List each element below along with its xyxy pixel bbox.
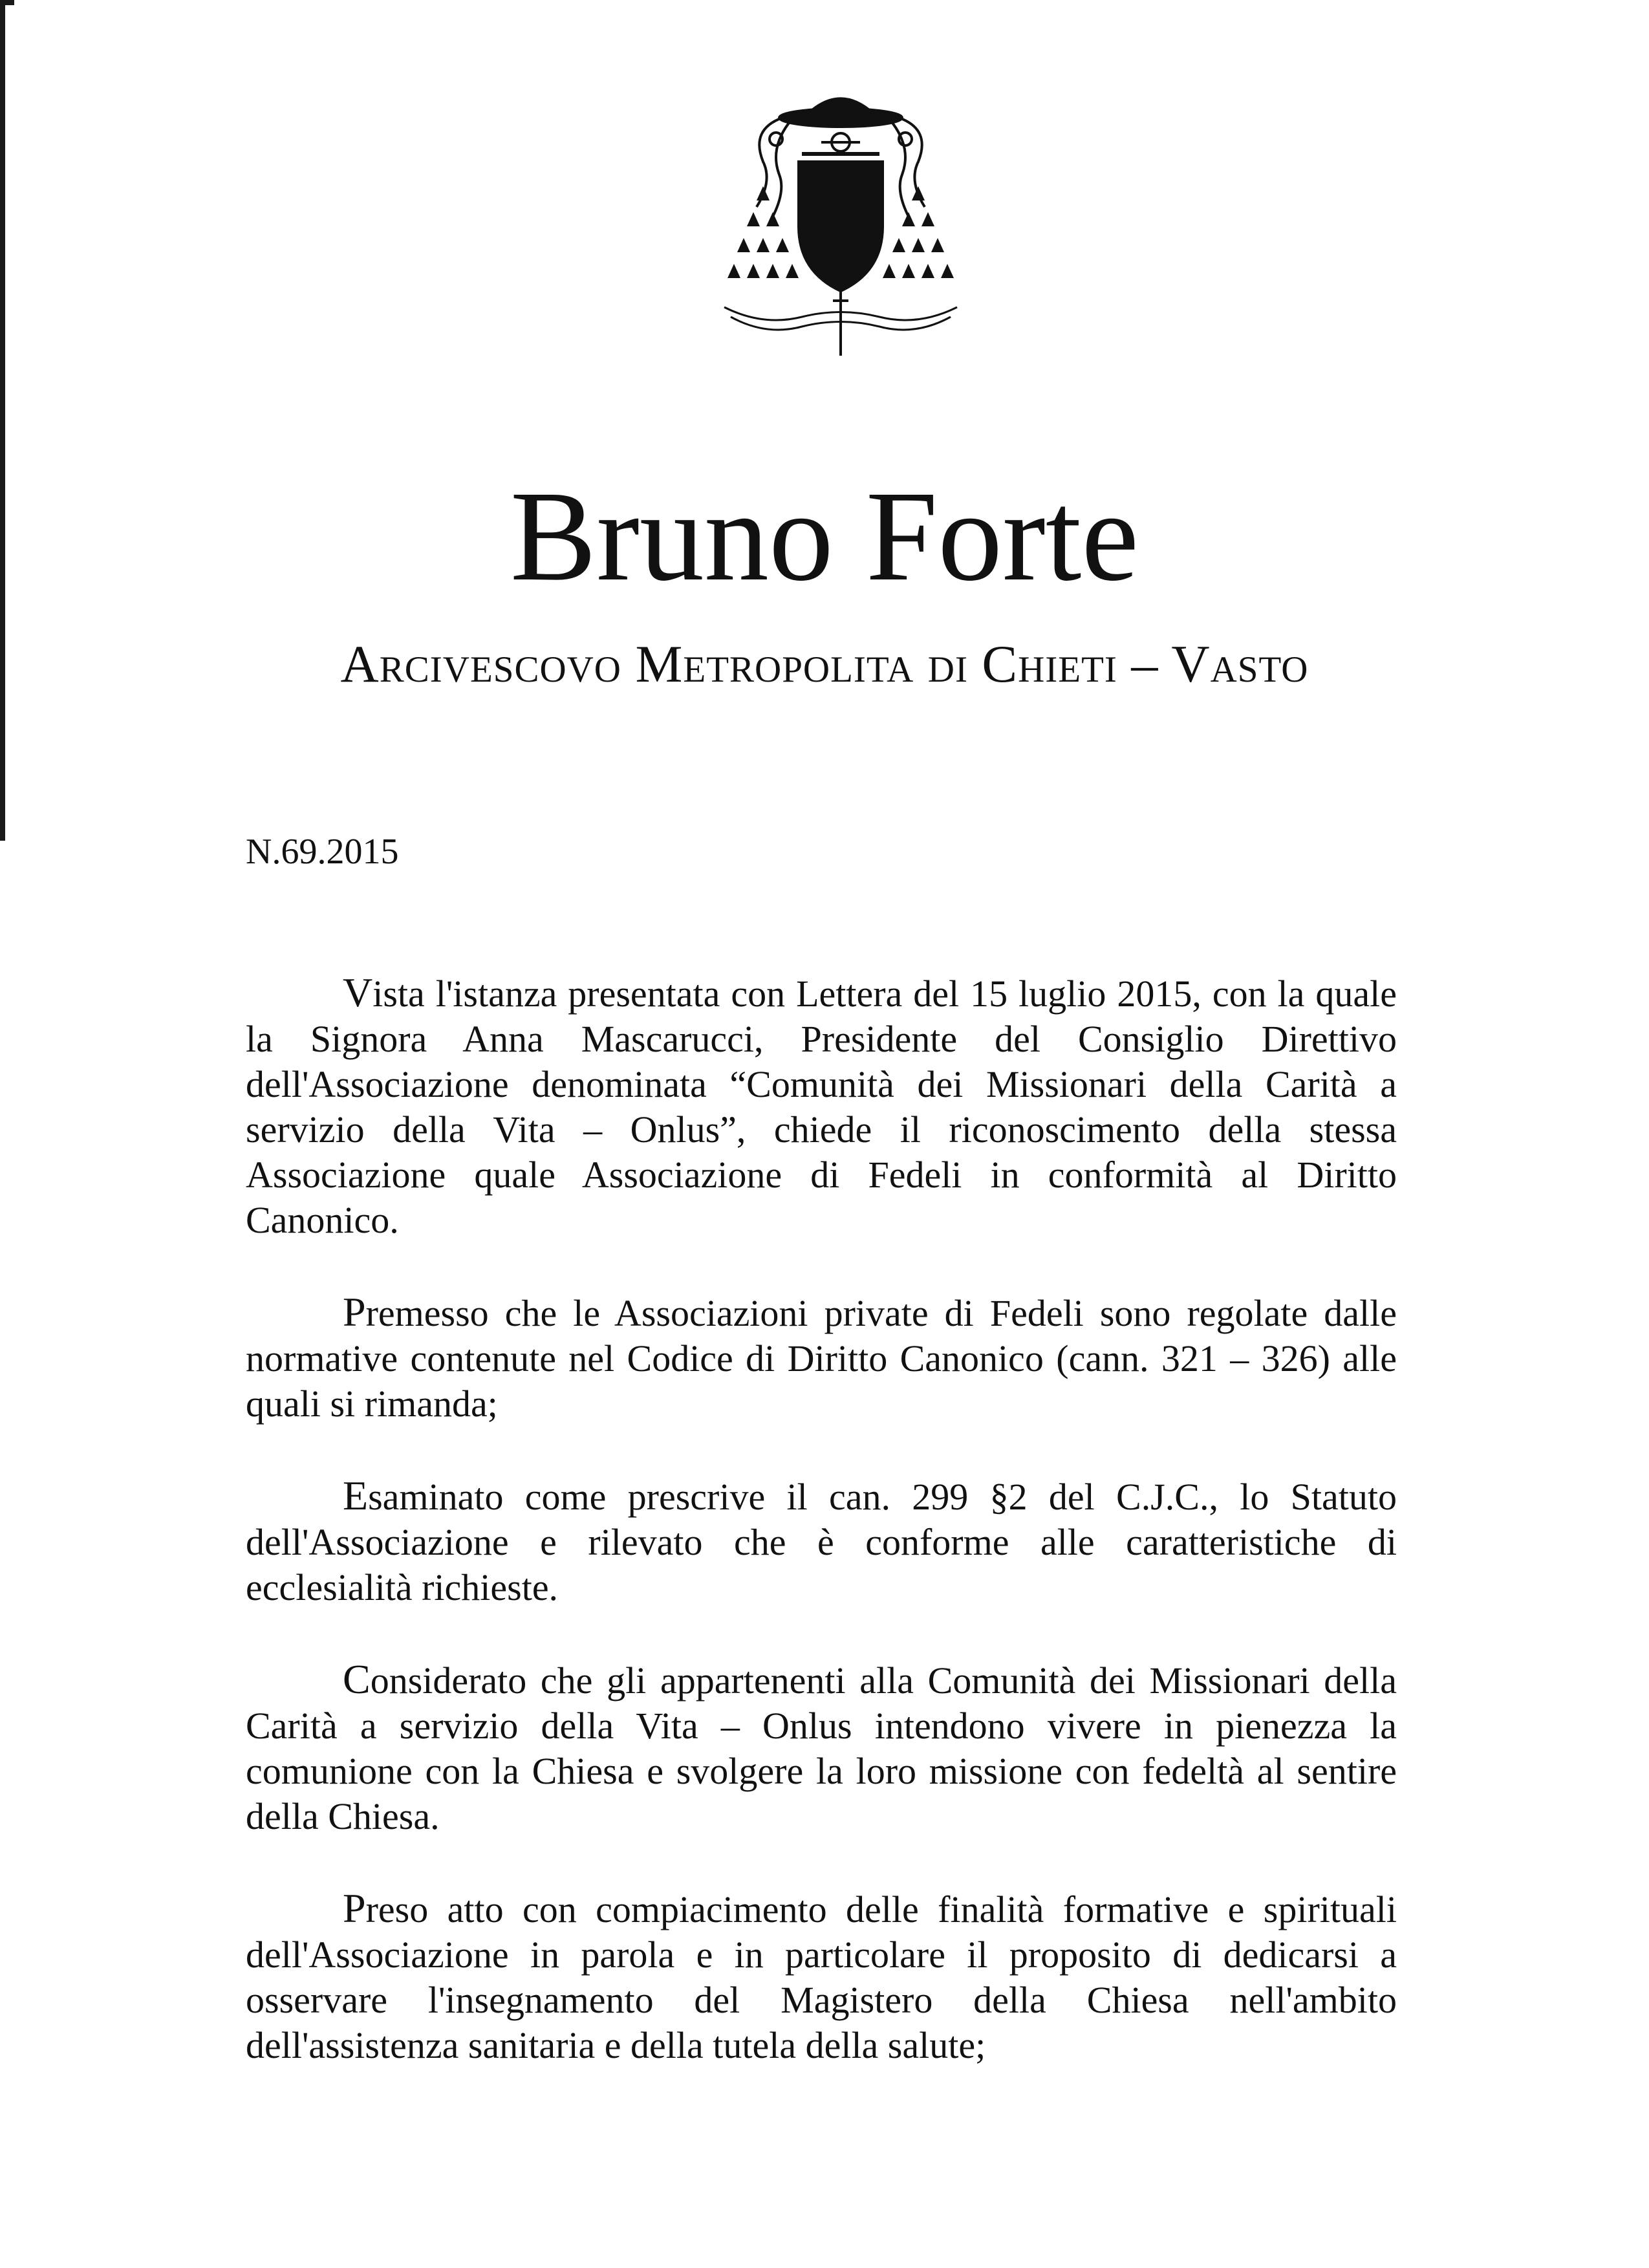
paragraph-preso-atto — [246, 1886, 1397, 2068]
paragraph-text: ista l'istanza presentata con Lettera del 15 luglio 2015, con la quale la Signora Anna Mascarucci, Presidente del Consiglio Direttivo dell'Associazione denominata “Comunità dei Missionari della Carità a servizio della Vita – Onlus”, chiede il riconoscimento della stessa Associazione quale Associazione di Fedeli in conformità al Diritto Canonico. — [246, 973, 1397, 1241]
paragraph-considerato — [246, 1657, 1397, 1839]
paragraph-lead-letter: C — [343, 1656, 371, 1702]
paragraph-vista — [246, 970, 1397, 1243]
scan-edge-mark — [0, 0, 5, 841]
paragraph-premesso — [246, 1290, 1397, 1427]
episcopal-coat-of-arms-icon — [711, 78, 970, 362]
document-title: Bruno Forte — [510, 465, 1139, 608]
paragraph-lead-letter: P — [343, 1289, 366, 1335]
protocol-number: N.69.2015 — [246, 832, 399, 872]
document-subtitle: Arcivescovo Metropolita di Chieti – Vasto — [340, 634, 1309, 693]
paragraph-text: saminato come prescrive il can. 299 §2 del C.J.C., lo Statuto dell'Associazione e rilevato che è conforme alle caratteristiche di ecclesialità richieste. — [246, 1476, 1397, 1608]
paragraph-text: remesso che le Associazioni private di Fedeli sono regolate dalle normative contenute nel Codice di Diritto Canonico (cann. 321 – 326) alle quali si rimanda; — [246, 1292, 1397, 1425]
document-body — [246, 970, 1397, 2115]
paragraph-lead-letter: P — [343, 1885, 366, 1931]
paragraph-lead-letter: V — [343, 969, 373, 1015]
paragraph-text: reso atto con compiacimento delle finalità formative e spirituali dell'Associazione in parola e in particolare il proposito di dedicarsi a osservare l'insegnamento del Magistero della Chiesa nell'ambito dell'assistenza sanitaria e della tutela della salute; — [246, 1888, 1397, 2066]
paragraph-lead-letter: E — [343, 1473, 369, 1518]
paragraph-text: onsiderato che gli appartenenti alla Comunità dei Missionari della Carità a servizio della Vita – Onlus intendono vivere in pienezza la comunione con la Chiesa e svolgere la loro missione con fedeltà al sentire della Chiesa. — [246, 1659, 1397, 1837]
paragraph-esaminato — [246, 1473, 1397, 1610]
